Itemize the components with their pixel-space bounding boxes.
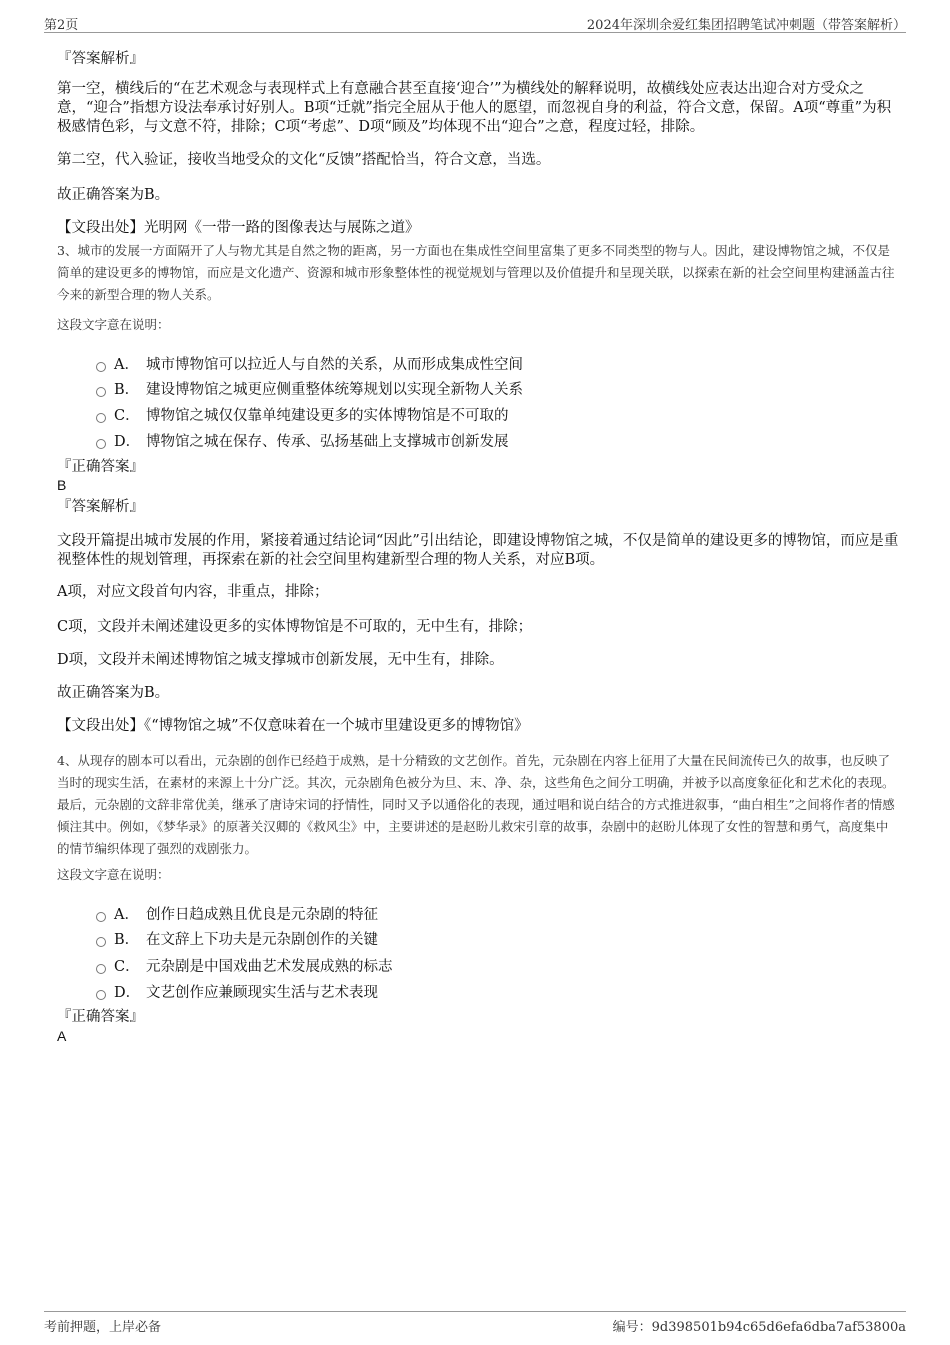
page-footer bbox=[44, 1311, 906, 1334]
answer-conclusion: 故正确答案为B。 bbox=[57, 187, 170, 203]
radio-icon[interactable] bbox=[96, 912, 106, 922]
question-3-analysis-label: 『答案解析』 bbox=[57, 499, 144, 515]
question-4-option-b[interactable]: B． 在文辞上下功夫是元杂剧创作的关键 bbox=[96, 928, 378, 949]
analysis-label: 『答案解析』 bbox=[57, 51, 144, 67]
page-header bbox=[44, 14, 906, 33]
analysis-paragraph-1: 第一空，横线后的“在艺术观念与表现样式上有意融合甚至直接‘迎合’”为横线处的解释说明，故横线处应表达出迎合对方受众之意，“迎合”指想方设法奉承讨好别人。B项“迁就”指完全屈从于他人的愿望，而忽视自身的利益，符合文意，保留。A项“尊重”为积极感情色彩，与文意不符，排除；C项“考虑”、D项“顾及”均体现不出“迎合”之意，程度过轻，排除。 bbox=[57, 81, 892, 135]
question-3-option-c[interactable]: C． 博物馆之城仅仅靠单纯建设更多的实体博物馆是不可取的 bbox=[96, 404, 509, 425]
question-3-answer: B bbox=[57, 477, 67, 493]
question-4-option-c[interactable]: C． 元杂剧是中国戏曲艺术发展成熟的标志 bbox=[96, 955, 393, 976]
question-4-text: 4、从现存的剧本可以看出，元杂剧的创作已经趋于成熟，是十分精致的文艺创作。首先，元杂剧在内容上征用了大量在民间流传已久的故事，也反映了当时的现实生活，在素材的来源上十分广泛。其次，元杂剧角色被分为旦、末、净、杂，这些角色之间分工明确，并被予以高度象征化和艺术化的表现。最后，元杂剧的文辞非常优美，继承了唐诗宋词的抒情性，同时又予以通俗化的表现，通过唱和说白结合的方式推进叙事，“曲白相生”之间将作者的情感倾注其中。例如，《梦华录》的原著关汉卿的《救风尘》中，主要讲述的是赵盼儿救宋引章的故事，杂剧中的赵盼儿体现了女性的智慧和勇气，高度集中的情节编织体现了强烈的戏剧张力。 bbox=[57, 753, 895, 856]
question-3-prompt: 这段文字意在说明： bbox=[57, 317, 170, 332]
radio-icon[interactable] bbox=[96, 439, 106, 449]
footer-slogan: 考前押题，上岸必备 bbox=[44, 1320, 162, 1335]
analysis-paragraph-2: 第二空，代入验证，接收当地受众的文化“反馈”搭配恰当，符合文意，当选。 bbox=[57, 152, 551, 168]
document-id: 编号：9d398501b94c65d6efa6dba7af53800a bbox=[612, 1320, 906, 1335]
question-4-option-a[interactable]: A． 创作日趋成熟且优良是元杂剧的特征 bbox=[96, 903, 378, 924]
radio-icon[interactable] bbox=[96, 937, 106, 947]
radio-icon[interactable] bbox=[96, 362, 106, 372]
question-3-analysis-1: 文段开篇提出城市发展的作用，紧接着通过结论词“因此”引出结论，即建设博物馆之城，不仅是简单的建设更多的博物馆，而应是重视整体性的规划管理，再探索在新的社会空间里构建新型合理的物人关系，对应B项。 bbox=[57, 533, 899, 568]
document-title: 2024年深圳余爱红集团招聘笔试冲刺题（带答案解析） bbox=[586, 18, 906, 33]
question-3-option-d[interactable]: D． 博物馆之城在保存、传承、弘扬基础上支撑城市创新发展 bbox=[96, 430, 509, 451]
question-3-source: 【文段出处】《“博物馆之城”不仅意味着在一个城市里建设更多的博物馆》 bbox=[57, 718, 529, 734]
question-3-answer-label: 『正确答案』 bbox=[57, 459, 144, 475]
radio-icon[interactable] bbox=[96, 990, 106, 1000]
radio-icon[interactable] bbox=[96, 413, 106, 423]
question-3-option-b[interactable]: B． 建设博物馆之城更应侧重整体统筹规划以实现全新物人关系 bbox=[96, 378, 523, 399]
question-4-option-d[interactable]: D． 文艺创作应兼顾现实生活与艺术表现 bbox=[96, 981, 378, 1002]
question-3-analysis-2: A项，对应文段首句内容，非重点，排除； bbox=[57, 584, 329, 600]
question-3-analysis-5: 故正确答案为B。 bbox=[57, 685, 170, 701]
source-citation: 【文段出处】光明网《一带一路的图像表达与展陈之道》 bbox=[57, 220, 420, 236]
question-4-answer-label: 『正确答案』 bbox=[57, 1009, 144, 1025]
question-3-text: 3、城市的发展一方面隔开了人与物尤其是自然之物的距离，另一方面也在集成性空间里富集了更多不同类型的物与人。因此，建设博物馆之城，不仅是简单的建设更多的博物馆，而应是文化遗产、资源和城市形象整体性的视觉规划与管理以及价值提升和呈现关联，以探索在新的社会空间里构建涵盖古往今来的新型合理的物人关系。 bbox=[57, 243, 895, 302]
page-number: 第2页 bbox=[44, 18, 79, 33]
radio-icon[interactable] bbox=[96, 387, 106, 397]
question-3-analysis-4: D项，文段并未阐述博物馆之城支撑城市创新发展，无中生有，排除。 bbox=[57, 652, 504, 668]
question-3-analysis-3: C项，文段并未阐述建设更多的实体博物馆是不可取的，无中生有，排除； bbox=[57, 619, 533, 635]
question-3-option-a[interactable]: A． 城市博物馆可以拉近人与自然的关系，从而形成集成性空间 bbox=[96, 353, 523, 374]
question-4-prompt: 这段文字意在说明： bbox=[57, 867, 170, 882]
radio-icon[interactable] bbox=[96, 964, 106, 974]
question-4-answer: A bbox=[57, 1028, 67, 1044]
